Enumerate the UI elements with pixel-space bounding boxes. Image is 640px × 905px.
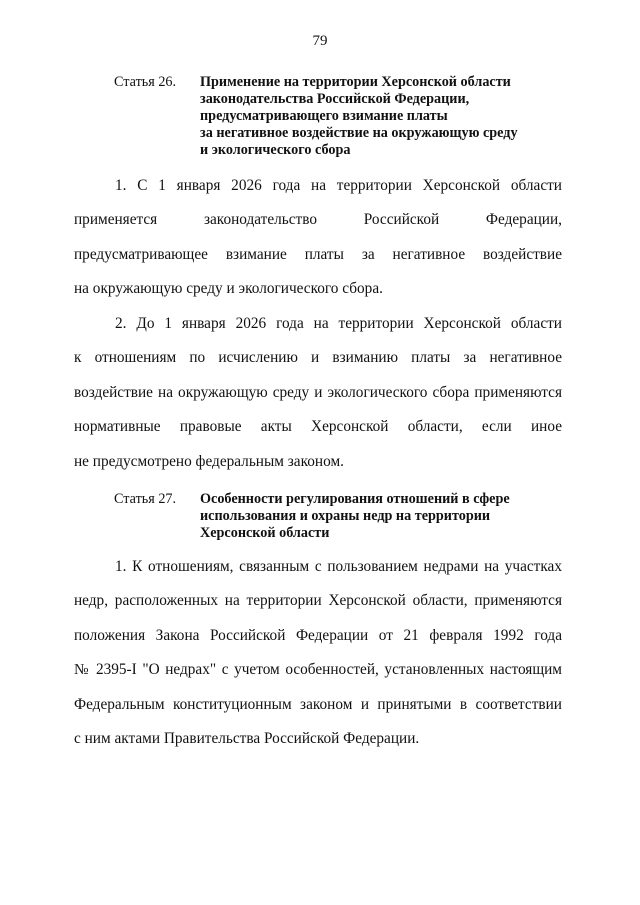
article-26-title (200, 74, 584, 159)
article-26-paragraph-1 (74, 176, 562, 314)
article-27-paragraph-1 (74, 557, 562, 763)
paragraph-line: 1. К отношениям, связанным с пользованием недрами на участках (115, 558, 562, 575)
paragraph-line: нормативные правовые акты Херсонской области, если иное (74, 418, 562, 436)
paragraph-line: к отношениям по исчислению и взиманию платы за негативное (74, 349, 562, 367)
article-27-title-line: Херсонской области (200, 525, 330, 541)
paragraph-line: на окружающую среду и экологического сбора. (74, 280, 383, 298)
paragraph-line: не предусмотрено федеральным законом. (74, 452, 344, 470)
paragraph-line: с ним актами Правительства Российской Федерации. (74, 729, 420, 747)
paragraph-line: № 2395-I "О недрах" с учетом особенностей, установленных настоящим (74, 661, 562, 679)
article-26-title-line: предусматривающего взимание платы (200, 108, 448, 124)
paragraph-line: воздействие на окружающую среду и экологического сбора применяются (74, 383, 562, 401)
article-26-title-line: Применение на территории Херсонской области (200, 74, 511, 90)
paragraph-line: недр, расположенных на территории Херсонской области, применяются (74, 592, 562, 610)
article-26-title-line: законодательства Российской Федерации, (200, 91, 470, 107)
paragraph-line: положения Закона Российской Федерации от 21 февраля 1992 года (74, 626, 562, 644)
article-27-title (200, 491, 584, 542)
article-27-label: Статья 27. (114, 491, 177, 507)
paragraph-line: применяется законодательство Российской Федерации, (74, 211, 562, 229)
paragraph-line: предусматривающее взимание платы за негативное воздействие (74, 245, 562, 263)
article-26-title-line: за негативное воздействие на окружающую среду (200, 125, 518, 141)
page-number: 79 (312, 33, 328, 49)
paragraph-line: Федеральным конституционным законом и принятыми в соответствии (74, 695, 562, 713)
paragraph-line: 2. До 1 января 2026 года на территории Херсонской области (115, 315, 562, 332)
article-26-label: Статья 26. (114, 74, 177, 90)
article-26-title-line: и экологического сбора (200, 142, 351, 158)
article-26-paragraph-2 (74, 314, 562, 486)
article-27-title-line: Особенности регулирования отношений в сфере (200, 491, 510, 507)
article-27-title-line: использования и охраны недр на территории (200, 508, 491, 524)
paragraph-line: 1. С 1 января 2026 года на территории Херсонской области (115, 177, 562, 194)
